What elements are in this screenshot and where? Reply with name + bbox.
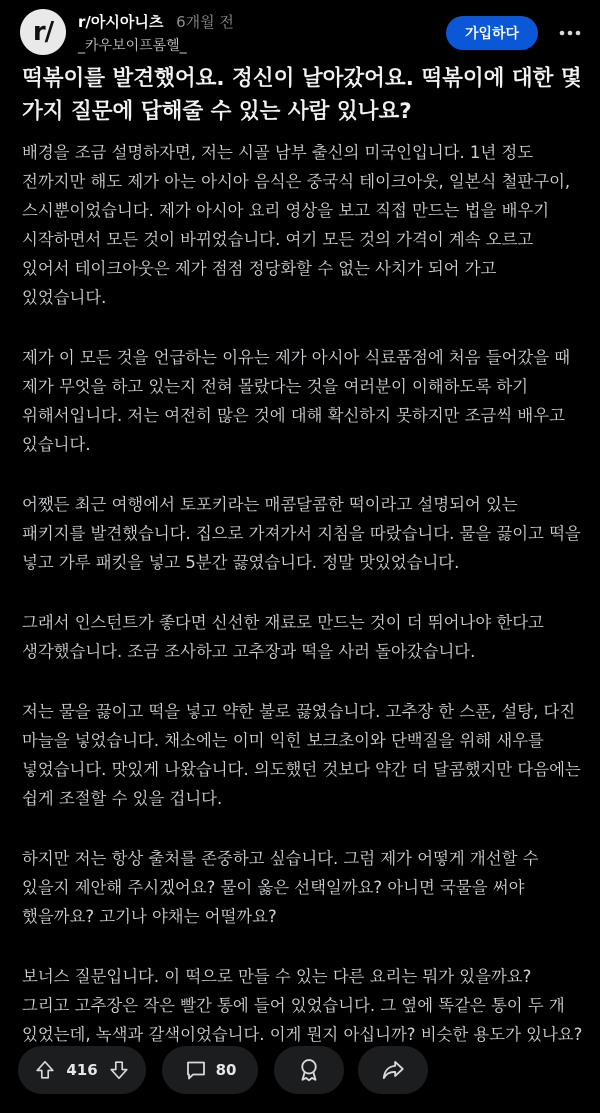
post-paragraph: 제가 이 모든 것을 언급하는 이유는 제가 아시아 식료품점에 처음 들어갔을 때 제가 무엇을 하고 있는지 전혀 몰랐다는 것을 여러분이 이해하도록 하기 위해서입니다. 저는 여전히 많은 것에 대해 확신하지 못하지만 조금씩 배우고 있습니다.	[22, 348, 571, 454]
share-arrow-icon	[380, 1057, 406, 1083]
post-meta	[78, 11, 234, 32]
comment-icon-wrap	[184, 1058, 208, 1082]
post-paragraph: 저는 물을 끓이고 떡을 넣고 약한 불로 끓였습니다. 고추장 한 스푼, 설탕, 다진 마늘을 넣었습니다. 채소에는 이미 익힌 보크초이와 단백질을 위해 새우를 넣었습니다. 맛있게 나왔습니다. 의도했던 것보다 약간 더 달콤했지만 다음에는 쉽게 조절할 수 있을 겁니다.	[22, 702, 581, 808]
post-paragraph: 그래서 인스턴트가 좋다면 신선한 재료로 만드는 것이 더 뛰어나야 한다고 생각했습니다. 조금 조사하고 고추장과 떡을 사러 돌아갔습니다.	[22, 613, 544, 661]
post-time: 6개월 전	[176, 13, 234, 31]
post-paragraph: 배경을 조금 설명하자면, 저는 시골 남부 출신의 미국인입니다. 1년 정도 전까지만 해도 제가 아는 아시아 음식은 중국식 테이크아웃, 일본식 철판구이, 스시뿐이었습니다. 제가 아시아 요리 영상을 보고 직접 만드는 법을 배우기 시작하면서 모든 것이 바뀌었습니다. 여기 모든 것의 가격이 계속 오르고 있어서 테이크아웃은 제가 점점 정당화할 수 없는 사치가 되어 가고 있었습니다.	[22, 143, 571, 307]
author-name[interactable]: _카우보이프롬헬_	[78, 38, 187, 54]
downvote-arrow-icon	[108, 1059, 130, 1081]
post-action-bar	[0, 1046, 600, 1096]
post-title: 떡볶이를 발견했어요. 정신이 날아갔어요. 떡볶이에 대한 몇 가지 질문에 답해줄 수 있는 사람 있나요?	[22, 66, 582, 124]
post-body	[22, 138, 584, 1080]
share-button[interactable]	[358, 1046, 428, 1094]
comment-button[interactable]	[162, 1046, 258, 1094]
vote-control	[18, 1046, 146, 1094]
award-button[interactable]	[274, 1046, 344, 1094]
join-button[interactable]: 가입하다	[446, 16, 538, 50]
subreddit-avatar[interactable]: r/	[20, 9, 66, 55]
post-paragraph: 보너스 질문입니다. 이 떡으로 만들 수 있는 다른 요리는 뭐가 있을까요? 그리고 고추장은 작은 빨간 통에 들어 있었습니다. 그 옆에 똑같은 통이 두 개 있었는데, 녹색과 갈색이었습니다. 이게 뭔지 아십니까? 비슷한 용도가 있나요?	[22, 967, 583, 1044]
post-paragraph: 하지만 저는 항상 출처를 존중하고 싶습니다. 그럼 제가 어떻게 개선할 수 있을지 제안해 주시겠어요? 물이 옳은 선택일까요? 아니면 국물을 써야 했을까요? 고기나 야채는 어떨까요?	[22, 849, 539, 926]
post-header	[0, 0, 600, 62]
upvote-arrow-icon	[34, 1059, 56, 1081]
more-horizontal-icon	[559, 30, 581, 36]
upvote-count: 416	[66, 1061, 98, 1079]
comment-count: 80	[215, 1061, 237, 1079]
upvote-button[interactable]	[34, 1059, 56, 1081]
award-icon	[296, 1057, 322, 1083]
post-paragraph: 어쨌든 최근 여행에서 토포키라는 매콤달콤한 떡이라고 설명되어 있는 패키지를 발견했습니다. 집으로 가져가서 지침을 따랐습니다. 물을 끓이고 떡을 넣고 가루 패킷을 넣고 5분간 끓였습니다. 정말 맛있었습니다.	[22, 495, 581, 572]
subreddit-name[interactable]: r/아시아니츠	[78, 13, 164, 31]
downvote-button[interactable]	[108, 1059, 130, 1081]
more-options-button[interactable]	[555, 18, 585, 48]
comment-bubble-icon	[184, 1058, 208, 1082]
